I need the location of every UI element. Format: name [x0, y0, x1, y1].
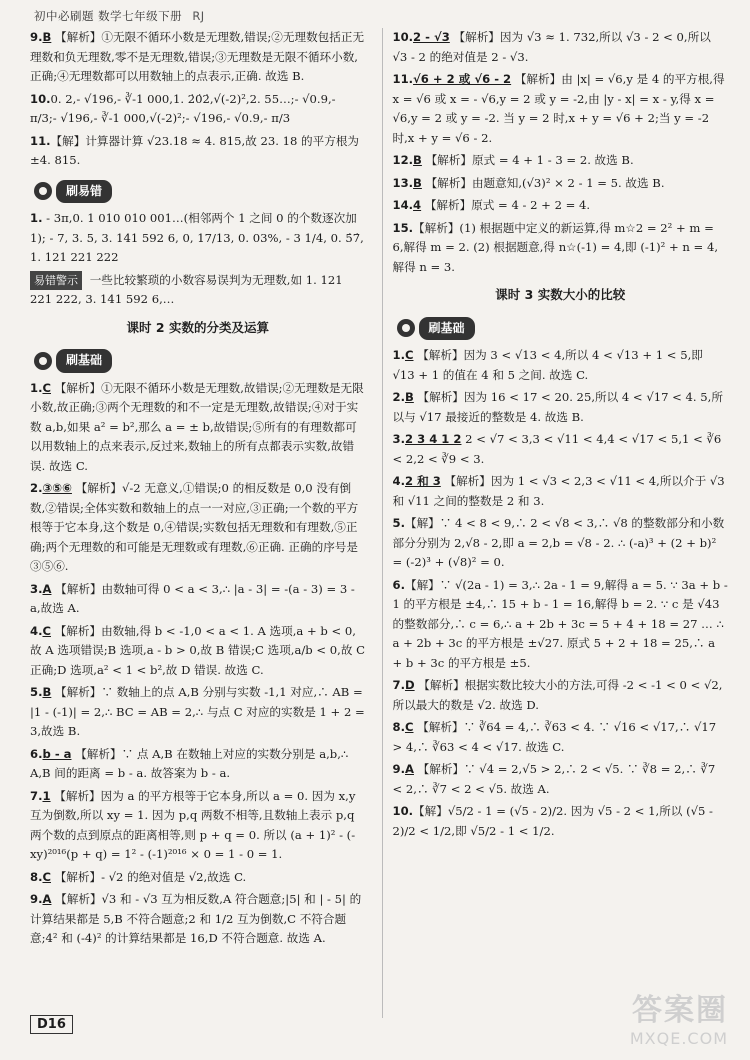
item-answer: B — [42, 30, 52, 44]
item-text: 【解析】√3 和 - √3 互为相反数,A 符合题意;|5| 和 | - 5| 的计算结果都是 5,B 不符合题意;2 和 1/2 互为倒数,C 不符合题意;4² 和 (-4)² 的计算结果都是 16,D 不符合题意. 故选 A. — [30, 892, 362, 945]
item-number: 7. — [30, 788, 43, 803]
item-answer: B — [404, 390, 414, 404]
page-header — [34, 8, 205, 24]
item-number: 6. — [30, 746, 43, 761]
item-number: 2. — [30, 481, 43, 495]
item-number: 13. — [392, 175, 414, 190]
answer-item — [393, 430, 729, 469]
answer-item — [30, 132, 366, 171]
answer-item — [393, 514, 729, 573]
watermark-line2: MXQE.COM — [629, 1029, 728, 1048]
item-text: 【解析】√-2 无意义,①错误;0 的相反数是 0,0 没有倒数,②错误;全体实数和数轴上的点一一对应,③正确;一个数的平方根等于它本身,这个数是 0,④错误;实数包括无理数和有理数,⑤正确;两个无理数的和可能是无理数或有理数,⑥正确. 正确的序号是③⑤⑥. — [30, 481, 359, 573]
answer-item — [393, 576, 729, 674]
item-text: 【解析】- √2 的绝对值是 √2,故选 C. — [54, 869, 247, 884]
item-number: 6. — [392, 577, 405, 592]
item-text: 【解】∵ 4 < 8 < 9,∴ 2 < √8 < 3,∴ √8 的整数部分和小数部分分别为 2,√8 - 2,即 a = 2,b = √8 - 2. ∴ (-a)³ + (2 + b)² = (-2)³ + (√8)² = 0. — [392, 516, 725, 569]
item-text: 【解析】因为 √3 ≈ 1. 732,所以 √3 - 2 < 0,所以 √3 - 2 的绝对值是 2 - √3. — [392, 30, 711, 64]
badge-jichu-label: 刷基础 — [419, 317, 475, 341]
item-number: 5. — [392, 516, 405, 530]
item-answer: 2 3 4 1 2 — [404, 432, 462, 446]
item-number: 1. — [30, 211, 43, 225]
badge-cuoyi — [34, 180, 112, 204]
answer-item — [30, 379, 366, 477]
answer-item — [393, 219, 729, 278]
item-number: 15. — [392, 220, 414, 235]
badge-jichu-left — [34, 349, 112, 373]
book-title: 初中必刷题 数学七年级下册 — [34, 9, 183, 23]
item-text: 【解】计算器计算 √23.18 ≈ 4. 815,故 23. 18 的平方根为 ±4. 815. — [30, 133, 360, 167]
item-number: 4. — [392, 474, 405, 488]
lesson3-items — [393, 346, 729, 841]
item-number: 4. — [30, 623, 43, 638]
left-column — [30, 28, 366, 1018]
two-column-body — [30, 28, 728, 1018]
answer-item — [393, 346, 729, 385]
warning-note — [30, 271, 366, 310]
item-number: 11. — [30, 133, 51, 148]
item-number: 9. — [30, 892, 43, 906]
item-answer: A — [42, 581, 52, 596]
lesson3-title: 课时 3 实数大小的比较 — [495, 287, 626, 302]
badge-jichu-label: 刷基础 — [56, 349, 112, 373]
badge-icon — [34, 352, 52, 370]
item-text: 【解析】①无限不循环小数是无理数,错误;②无理数包括正无理数和负无理数,零不是无理数,错误;③无理数是无限不循环小数,正确;④无理数都可以用数轴上的点表示,正确. 故选 B. — [30, 30, 365, 83]
answer-item — [393, 174, 729, 194]
answer-item — [30, 683, 366, 742]
item-text: 0. 2,- √196,- ∛-1 000,1. 2̇0̇2̇,√(-2)²,2. 55…;- √0.9,- π/3;- √196,- ∛-1 000,√(-2)²;- √196,- √0.9,- π/3 — [30, 91, 336, 125]
item-answer: B — [413, 153, 422, 167]
item-answer: C — [42, 380, 51, 395]
item-text: 【解】∵ √(2a - 1) = 3,∴ 2a - 1 = 9,解得 a = 5. ∵ 3a + b - 1 的平方根是 ±4,∴ 15 + b - 1 = 16,解得 b = 2. ∵ c 是 √43 的整数部分,∴ c = 6,∴ a + 2b + 3c = 5 + 4 + 18 = 27 … ∴ a + 2b + 3c 的平方根是 ±√27. 原式 5 + 2 + 18 = 25,∴ a + b + 3c 的平方根是 ±5. — [392, 577, 728, 670]
answer-item — [30, 787, 366, 865]
item-answer: D — [404, 678, 415, 692]
item-answer: b - a — [42, 746, 72, 761]
answer-item — [393, 28, 729, 67]
answer-item — [393, 760, 729, 799]
right-column — [382, 28, 729, 1018]
item-text: 【解析】因为 16 < 17 < 20. 25,所以 4 < √17 < 4. 5,所以与 √17 最接近的整数是 4. 故选 B. — [392, 390, 723, 424]
item-answer: 2 - √3 — [413, 30, 450, 44]
answer-item — [30, 580, 366, 619]
item-number: 1. — [392, 348, 405, 362]
item-text: 【解析】原式 = 4 + 1 - 3 = 2. 故选 B. — [425, 153, 634, 167]
item-number: 3. — [30, 581, 43, 596]
item-answer: 1 — [42, 788, 51, 803]
item-answer: 4 — [413, 198, 422, 212]
item-number: 9. — [30, 30, 43, 44]
answer-item — [30, 890, 366, 949]
badge-jichu-right — [397, 317, 475, 341]
item-text: 【解析】由数轴可得 0 < a < 3,∴ |a - 3| = -(a - 3) = 3 - a,故选 A. — [30, 581, 355, 615]
watermark-line1: 答案圈 — [632, 993, 728, 1028]
watermark — [630, 985, 728, 1048]
item-text: 【解析】∵ 数轴上的点 A,B 分别与实数 -1,1 对应,∴ AB = |1 - (-1)| = 2,∴ BC = AB = 2,∴ 与点 C 对应的实数是 1 + 2 = 3,故选 B. — [30, 685, 365, 738]
item-answer: C — [42, 869, 51, 884]
item-text: 【解析】因为 1 < √3 < 2,3 < √11 < 4,所以介于 √3 和 √11 之间的整数是 2 和 3. — [392, 474, 725, 508]
item-text: 【解】√5/2 - 1 = (√5 - 2)/2. 因为 √5 - 2 < 1,所以 (√5 - 2)/2 < 1/2,即 √5/2 - 1 < 1/2. — [392, 804, 713, 838]
item-number: 12. — [392, 153, 414, 167]
answer-item — [393, 70, 729, 148]
item-text: 【解析】因为 3 < √13 < 4,所以 4 < √13 + 1 < 5,即 √13 + 1 的值在 4 和 5 之间. 故选 C. — [392, 348, 703, 382]
answer-item — [393, 388, 729, 427]
item-answer: B — [42, 685, 52, 699]
answer-item — [30, 745, 366, 784]
item-number: 8. — [30, 869, 43, 884]
answer-item — [393, 151, 729, 171]
item-text: 2 < √7 < 3,3 < √11 < 4,4 < √17 < 5,1 < ∛6 < 2,2 < ∛9 < 3. — [392, 432, 722, 466]
item-text: - 3π,0. 1 010 010 001…(相邻两个 1 之间 0 的个数逐次加 1); - 7, 3. 5, 3. 141 592 6, 0, 17/13, 0. 03%, - 3 1/4, 0. 5̇7̇, 1. 121 221 222 — [30, 211, 364, 264]
item-answer: A — [42, 892, 52, 906]
item-text: 【解析】根据实数比较大小的方法,可得 -2 < -1 < 0 < √2,所以最大的数是 √2. 故选 D. — [392, 678, 723, 712]
item-number: 10. — [30, 91, 51, 106]
answer-item — [30, 479, 366, 577]
item-text: 【解析】由数轴,得 b < -1,0 < a < 1. A 选项,a + b < 0,故 A 选项错误;B 选项,a - b > 0,故 B 错误;C 选项,a/b < 0,故 C 正确;D 选项,a² < 1 < b²,故 D 错误. 故选 C. — [30, 623, 366, 677]
answer-item — [30, 28, 366, 87]
item-answer: B — [413, 175, 422, 190]
page-number: D16 — [30, 1015, 73, 1034]
item-text: 【解析】原式 = 4 - 2 + 2 = 4. — [424, 198, 591, 212]
item-number: 10. — [392, 804, 414, 818]
item-answer: 2 和 3 — [404, 474, 441, 488]
lesson2-title: 课时 2 实数的分类及运算 — [126, 319, 269, 335]
lesson2-items — [30, 379, 366, 949]
answer-item — [393, 718, 729, 757]
answer-item — [30, 868, 366, 888]
answer-item — [393, 472, 729, 511]
item-text: 【解析】因为 a 的平方根等于它本身,所以 a = 0. 因为 x,y 互为倒数,所以 xy = 1. 因为 p,q 两数不相等,且数轴上表示 p,q 两个数的点到原点的距离相等,则 p + q = 0. 所以 (a + 1)² - (-xy)²⁰¹⁶(p + q) = 1² - (-1)²⁰¹⁶ × 0 = 1 - 0 = 1. — [30, 788, 356, 861]
answer-item — [393, 196, 729, 216]
item-number: 11. — [392, 72, 414, 86]
edition-label: RJ — [192, 9, 205, 23]
badge-icon — [34, 182, 52, 200]
item-number: 5. — [30, 685, 43, 699]
answer-item — [393, 676, 729, 715]
item-answer: C — [42, 623, 51, 638]
item-answer: C — [404, 348, 414, 362]
item-number: 2. — [392, 390, 405, 404]
item-answer: C — [404, 720, 414, 734]
item-text: 【解析】(1) 根据题中定义的新运算,得 m☆2 = 2² + m = 6,解得 m = 2. (2) 根据题意,得 n☆(-1) = 4,即 (-1)² + n = 4,解得 n = 3. — [392, 220, 719, 274]
item-number: 8. — [392, 720, 405, 734]
item-text: 【解析】由 |x| = √6,y 是 4 的平方根,得 x = √6 或 x = - √6,y = 2 或 y = -2,由 |y - x| = x - y,得 x = √6,y = 2 或 y = -2. 当 y = 2 时,x + y = √6 + 2;当 y = -2 时,x + y = √6 - 2. — [392, 72, 725, 145]
item-text: 【解析】∵ ∛64 = 4,∴ ∛63 < 4. ∵ √16 < √17,∴ √17 > 4,∴ ∛63 < 4 < √17. 故选 C. — [392, 720, 717, 754]
cuoyi-item — [30, 209, 366, 268]
left-top-items — [30, 28, 366, 171]
item-number: 7. — [392, 678, 405, 692]
item-answer: ③⑤⑥ — [42, 481, 72, 495]
warning-text: 一些比较繁琐的小数容易误判为无理数,如 1. 121 221 222, 3. 141 592 6,… — [30, 272, 343, 306]
item-number: 3. — [392, 432, 405, 446]
item-number: 10. — [392, 30, 414, 44]
item-number: 1. — [30, 380, 43, 395]
answer-item — [393, 802, 729, 841]
answer-item — [30, 622, 366, 681]
right-top-items — [393, 28, 729, 277]
item-answer: √6 + 2 或 √6 - 2 — [413, 72, 512, 86]
badge-icon — [397, 319, 415, 337]
item-number: 9. — [392, 762, 405, 776]
item-text: 【解析】∵ 点 A,B 在数轴上对应的实数分别是 a,b,∴ A,B 间的距离 = b - a. 故答案为 b - a. — [30, 746, 349, 780]
warning-label: 易错警示 — [30, 271, 82, 291]
item-answer: A — [404, 762, 414, 776]
item-text: 【解析】由题意知,(√3)² × 2 - 1 = 5. 故选 B. — [425, 175, 665, 190]
answer-item — [30, 90, 366, 129]
item-text: 【解析】①无限不循环小数是无理数,故错误;②无理数是无限小数,故正确;③两个无理数的和不一定是无理数,故错误;④对于实数 a,b,如果 a² = b²,那么 a = ± b,故错误;⑤所有的有理数都可以用数轴上的点来表示,反过来,数轴上的所有点都表示实数,故错误. 故选 C. — [30, 380, 364, 473]
item-text: 【解析】∵ √4 = 2,√5 > 2,∴ 2 < √5. ∵ ∛8 = 2,∴ ∛7 < 2,∴ ∛7 < 2 < √5. 故选 A. — [392, 762, 716, 796]
badge-cuoyi-label: 刷易错 — [56, 180, 112, 204]
item-number: 14. — [392, 198, 414, 212]
